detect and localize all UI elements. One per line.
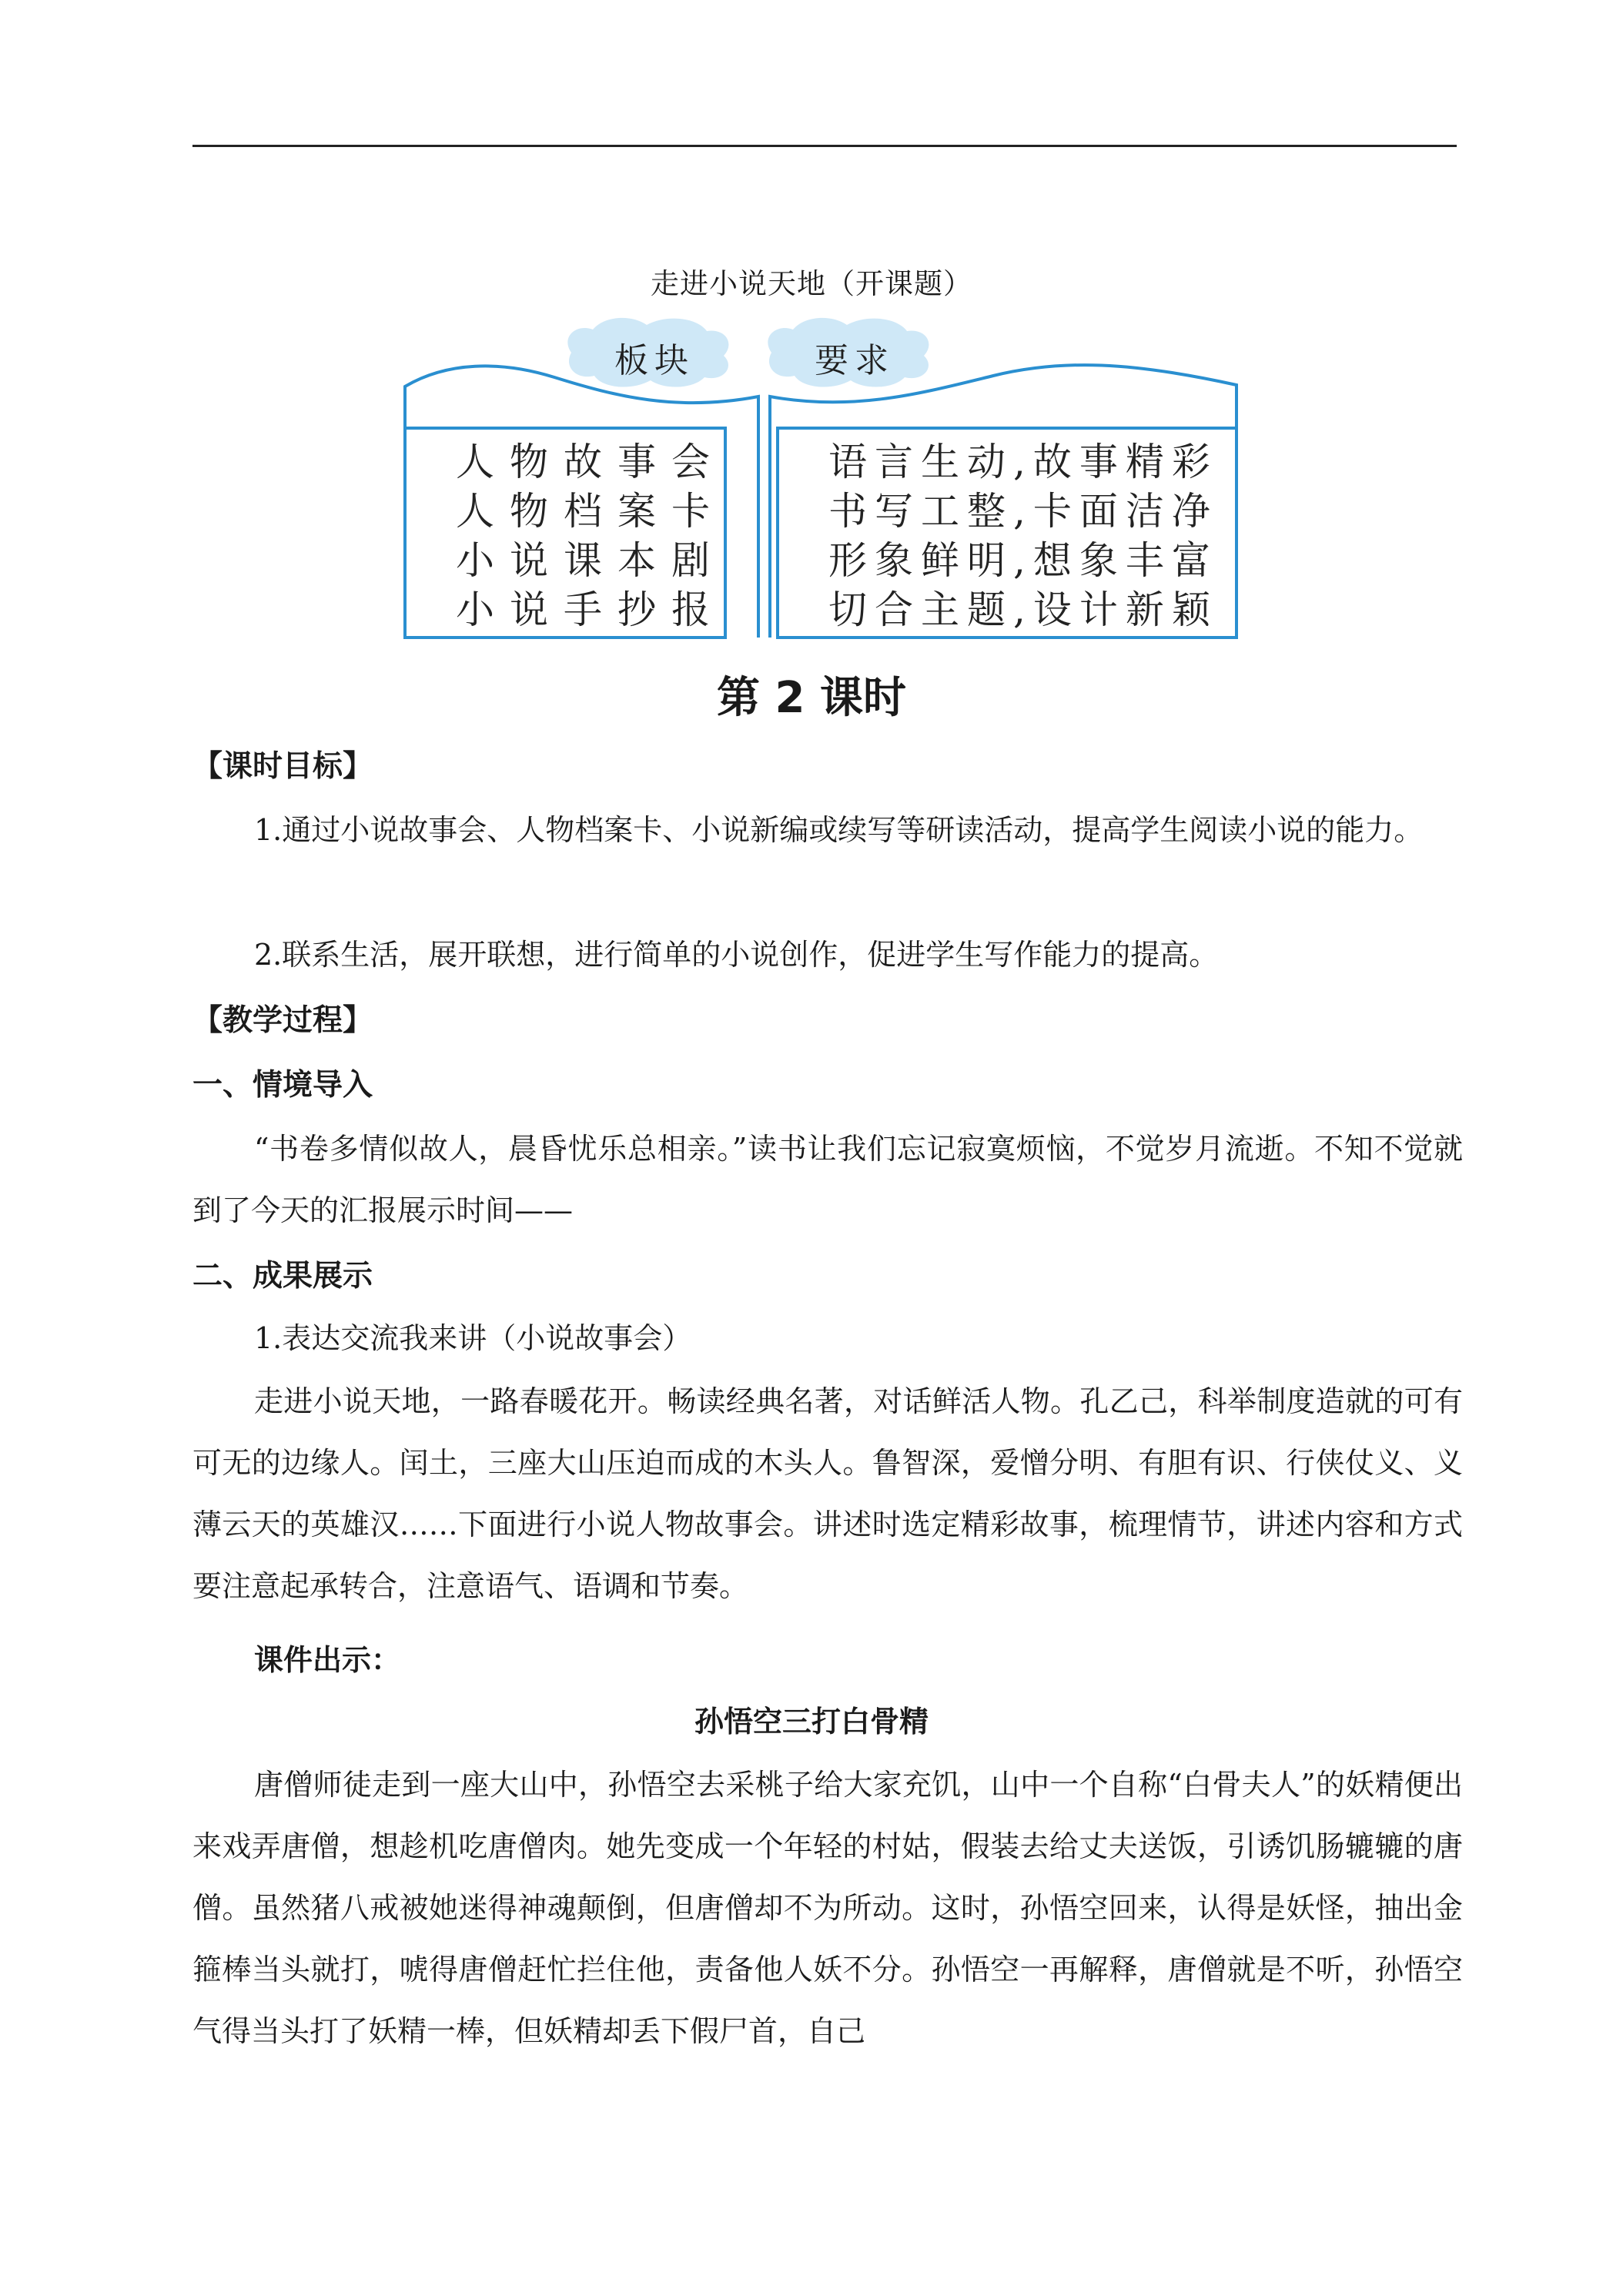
left-label: 板块 (614, 341, 694, 380)
section-heading-intro: 一、情境导入 (192, 1068, 373, 1103)
left-item: 人物故事会 (456, 440, 725, 484)
right-item-list (828, 437, 1218, 634)
process-heading: 【教学过程】 (192, 1003, 373, 1038)
lesson-title: 第 2 课时 (717, 673, 906, 723)
objective-item-1: 1.通过小说故事会、人物档案卡、小说新编或续写等研读活动，提高学生阅读小说的能力。 (254, 813, 1424, 847)
sub-item-storytelling: 1.表达交流我来讲（小说故事会） (254, 1321, 692, 1355)
diagram-caption: 走进小说天地（开课题） (651, 267, 972, 300)
left-item: 小说手抄报 (456, 587, 725, 632)
courseware-label: 课件出示： (254, 1643, 401, 1677)
right-item: 语言生动,故事精彩 (828, 440, 1218, 484)
right-item: 切合主题,设计新颖 (828, 587, 1218, 632)
right-label: 要求 (815, 341, 895, 380)
activity-diagram (0, 0, 1623, 693)
storytelling-paragraph: 走进小说天地，一路春暖花开。畅读经典名著，对话鲜活人物。孔乙己，科举制度造就的可有可无的边缘人。闰土，三座大山压迫而成的木头人。鲁智深，爱憎分明、有胆有识、行侠仗义、义薄云天的英雄汉……下面进行小说人物故事会。讲述时选定精彩故事，梳理情节，讲述内容和方式要注意起承转合，注意语气、语调和节奏。 (192, 1384, 1463, 1603)
right-item: 形象鲜明,想象丰富 (828, 538, 1218, 583)
objectives-heading: 【课时目标】 (192, 749, 373, 784)
objective-item-2: 2.联系生活，展开联想，进行简单的小说创作，促进学生写作能力的提高。 (254, 938, 1219, 972)
story-paragraph: 唐僧师徒走到一座大山中，孙悟空去采桃子给大家充饥，山中一个自称“白骨夫人”的妖精便出来戏弄唐僧，想趁机吃唐僧肉。她先变成一个年轻的村姑，假装去给丈夫送饭，引诱饥肠辘辘的唐僧。虽然猪八戒被她迷得神魂颠倒，但唐僧却不为所动。这时，孙悟空回来，认得是妖怪，抽出金箍棒当头就打，唬得唐僧赶忙拦住他，责备他人妖不分。孙悟空一再解释，唐僧就是不听，孙悟空气得当头打了妖精一棒，但妖精却丢下假尸首，自己 (192, 1768, 1463, 2048)
story-title: 孙悟空三打白骨精 (694, 1705, 929, 1739)
section-heading-results: 二、成果展示 (192, 1259, 373, 1294)
left-item: 人物档案卡 (456, 489, 725, 534)
left-item-list (456, 437, 725, 634)
right-item: 书写工整,卡面洁净 (828, 489, 1218, 534)
intro-paragraph: “书卷多情似故人，晨昏忧乐总相亲。”读书让我们忘记寂寞烦恼，不觉岁月流逝。不知不觉就到了今天的汇报展示时间—— (192, 1132, 1463, 1227)
left-item: 小说课本剧 (456, 538, 725, 583)
